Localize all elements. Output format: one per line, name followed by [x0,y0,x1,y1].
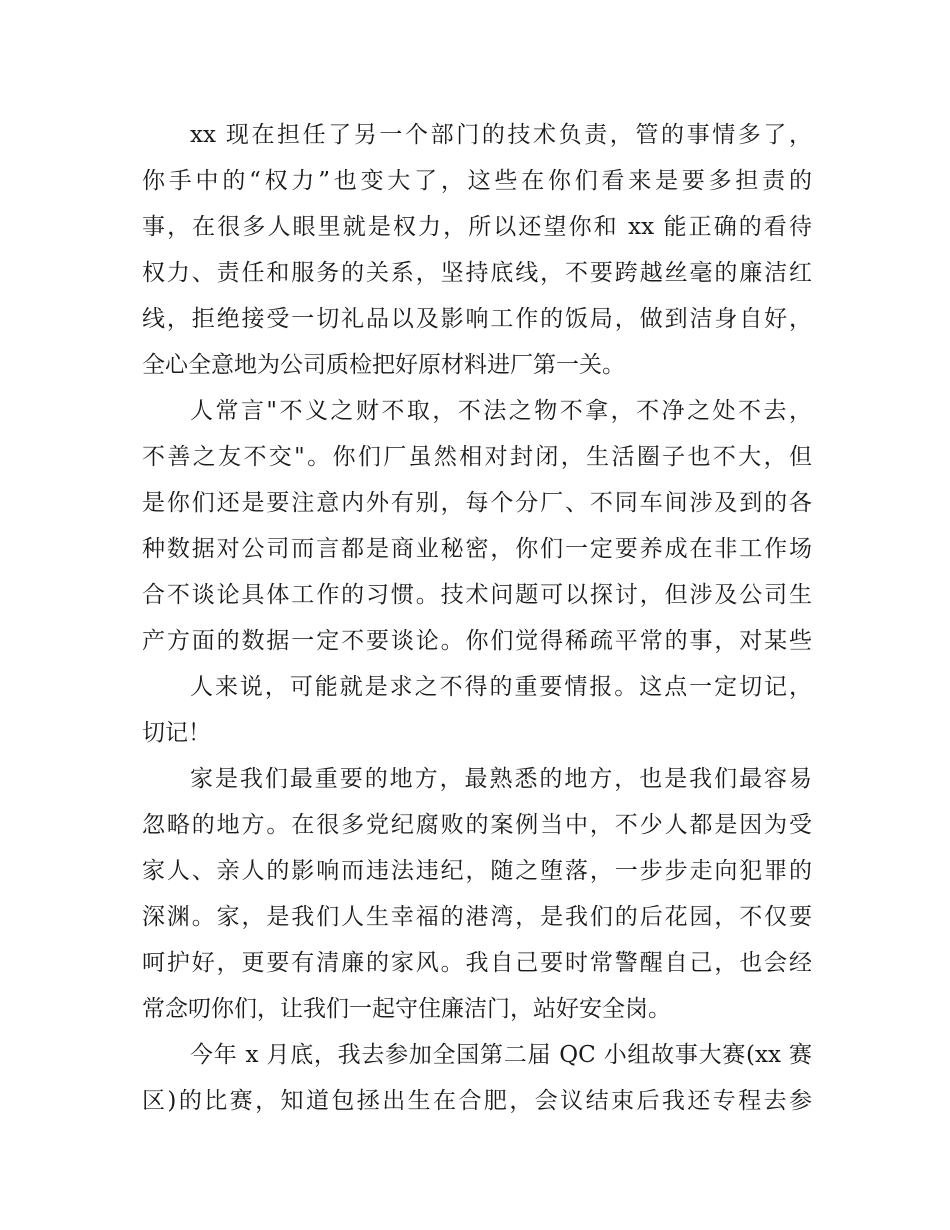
paragraph-line: 你手中的“权力”也变大了，这些在你们看来是要多担责的 [142,168,812,194]
paragraph-line: 线，拒绝接受一切礼品以及影响工作的饭局，做到洁身自好， [142,306,812,332]
paragraph-line: 人来说，可能就是求之不得的重要情报。这点一定切记， [190,674,812,700]
paragraph-line: 不善之友不交"。你们厂虽然相对封闭，生活圈子也不大，但 [142,444,812,470]
paragraph-line: 人常言"不义之财不取，不法之物不拿，不净之处不去， [190,398,812,424]
paragraph-line: 事，在很多人眼里就是权力，所以还望你和 xx 能正确的看待 [142,214,812,240]
paragraph-line: 切记！ [142,720,211,746]
paragraph-line: 是你们还是要注意内外有别，每个分厂、不同车间涉及到的各 [142,490,812,516]
paragraph-line: 今年 x 月底，我去参加全国第二届 QC 小组故事大赛(xx 赛 [190,1042,812,1068]
paragraph-line: 家人、亲人的影响而违法违纪，随之堕落，一步步走向犯罪的 [142,858,812,884]
paragraph-line: xx 现在担任了另一个部门的技术负责，管的事情多了， [190,122,812,148]
paragraph-line: 常念叨你们，让我们一起守住廉洁门，站好安全岗。 [142,996,671,1022]
paragraph-line: 种数据对公司而言都是商业秘密，你们一定要养成在非工作场 [142,536,812,562]
paragraph-line: 忽略的地方。在很多党纪腐败的案例当中，不少人都是因为受 [142,812,812,838]
paragraph-line: 呵护好，更要有清廉的家风。我自己要时常警醒自己，也会经 [142,950,812,976]
paragraph-line: 全心全意地为公司质检把好原材料进厂第一关。 [142,352,625,378]
paragraph-line: 深渊。家，是我们人生幸福的港湾，是我们的后花园，不仅要 [142,904,812,930]
paragraph-line: 区)的比赛，知道包拯出生在合肥，会议结束后我还专程去参 [142,1088,812,1114]
paragraph-line: 家是我们最重要的地方，最熟悉的地方，也是我们最容易 [190,766,812,792]
paragraph-line: 产方面的数据一定不要谈论。你们觉得稀疏平常的事，对某些 [142,628,812,654]
paragraph-line: 权力、责任和服务的关系，坚持底线，不要跨越丝毫的廉洁红 [142,260,812,286]
paragraph-line: 合不谈论具体工作的习惯。技术问题可以探讨，但涉及公司生 [142,582,812,608]
